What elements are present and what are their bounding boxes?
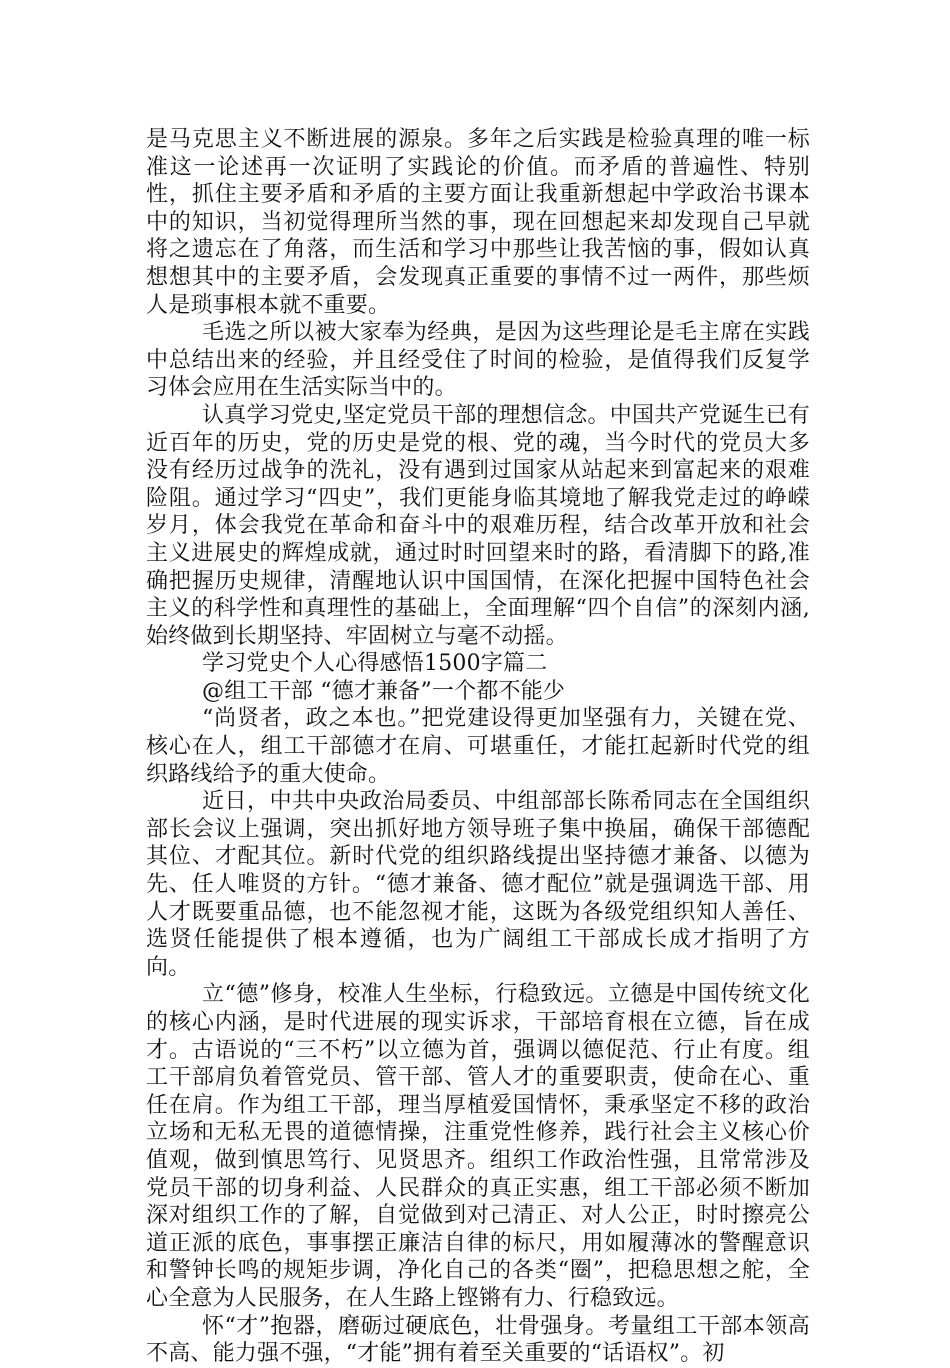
paragraph-recent-meeting: 近日，中共中央政治局委员、中组部部长陈希同志在全国组织部长会议上强调，突出抓好地方领导班子集中换届，确保干部德配其位、才配其位。新时代党的组织路线提出坚持德才兼备、以德为先、任人唯贤的方针。“德才兼备、德才配位”就是强调选干部、用人才既要重品德，也不能忽视才能，这既为各级党组织知人善任、选贤任能提供了根本遵循，也为广阔组工干部成长成才指明了方向。 (146, 789, 810, 980)
paragraph-party-history-ideals: 认真学习党史,坚定党员干部的理想信念。中国共产党诞生已有近百年的历史，党的历史是党的根、党的魂，当今时代的党员大多没有经历过战争的洗礼，没有遇到过国家从站起来到富起来的艰难险阻。通过学习“四史”，我们更能身临其境地了解我党走过的峥嵘岁月，体会我党在革命和奋斗中的艰难历程，结合改革开放和社会主义进展史的辉煌成就，通过时时回望来时的路，看清脚下的路,准确把握历史规律，清醒地认识中国国情，在深化把握中国特色社会主义的科学性和真理性的基础上，全面理解“四个自信”的深刻内涵,始终做到长期坚持、牢固树立与毫不动摇。 (146, 402, 810, 649)
paragraph-mao-selected-works: 毛选之所以被大家奉为经典，是因为这些理论是毛主席在实践中总结出来的经验，并且经受住了时间的检验，是值得我们反复学习体会应用在生活实际当中的。 (146, 320, 810, 401)
section-title: 学习党史个人心得感悟1500字篇二 (202, 651, 548, 677)
document-page (146, 126, 810, 1368)
section-subtitle: @组工干部 “德才兼备”一个都不能少 (202, 678, 566, 704)
paragraph-quote: “尚贤者，政之本也。”把党建设得更加坚强有力，关键在党、核心在人，组工干部德才在肩、可堪重任，才能扛起新时代党的组织路线给予的重大使命。 (146, 706, 810, 787)
paragraph-virtue: 立“德”修身，校准人生坐标，行稳致远。立德是中国传统文化的核心内涵，是时代进展的现实诉求，干部培育根在立德，旨在成才。古语说的“三不朽”以立德为首，强调以德促范、行止有度。组工干部肩负着管党员、管干部、管人才的重要职责，使命在心、重任在肩。作为组工干部，理当厚植爱国情怀，秉承坚定不移的政治立场和无私无畏的道德情操，注重党性修养，践行社会主义核心价值观，做到慎思笃行、见贤思齐。组织工作政治性强，且常常涉及党员干部的切身利益、人民群众的真正实惠，组工干部必须不断加深对组织工作的了解，自觉做到对己清正、对人公正，时时擦亮公道正派的底色，事事摆正廉洁自律的标尺，用如履薄冰的警醒意识和警钟长鸣的规矩步调，净化自己的各类“圈”，把稳思想之舵，全心全意为人民服务，在人生路上铿锵有力、行稳致远。 (146, 982, 810, 1311)
paragraph-talent: 怀“才”抱器，磨砺过硬底色，壮骨强身。考量组工干部本领高不高、能力强不强，“才能”拥有着至关重要的“话语权”。初 (146, 1313, 810, 1367)
paragraph-continuation: 是马克思主义不断进展的源泉。多年之后实践是检验真理的唯一标准这一论述再一次证明了实践论的价值。而矛盾的普遍性、特别性，抓住主要矛盾和矛盾的主要方面让我重新想起中学政治书课本中的知识，当初觉得理所当然的事，现在回想起来却发现自己早就将之遗忘在了角落，而生活和学习中那些让我苦恼的事，假如认真想想其中的主要矛盾，会发现真正重要的事情不过一两件，那些烦人是琐事根本就不重要。 (146, 127, 810, 318)
